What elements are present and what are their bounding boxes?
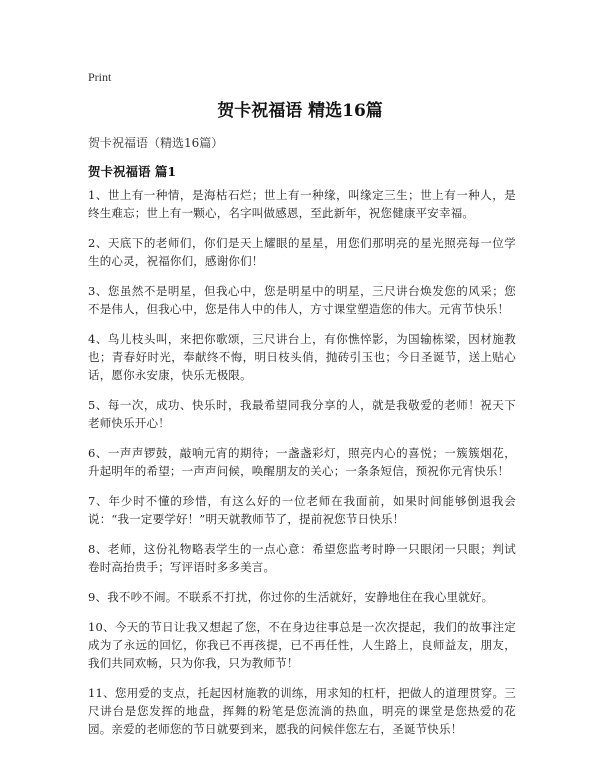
paragraph: 4、鸟儿枝头叫，来把你歌颂，三尺讲台上，有你憔悴影，为国输栋梁，因材施教也；青春好时光，奉献终不悔，明日枝头俏，抛砖引玉也；今日圣诞节，送上贴心话，愿你永安康，快乐无极限。 (88, 332, 516, 382)
paragraph: 1、世上有一种情，是海枯石烂；世上有一种缘，叫缘定三生；世上有一种人，是终生难忘；世上有一颗心，名字叫做感恩，至此新年，祝您健康平安幸福。 (88, 188, 516, 220)
page-title: 贺卡祝福语 精选16篇 (217, 101, 383, 121)
print-link[interactable]: Print (88, 70, 112, 84)
document-subtitle: 贺卡祝福语（精选16篇） (88, 136, 224, 150)
section-heading: 贺卡祝福语 篇1 (88, 164, 177, 179)
document-body (88, 186, 516, 750)
paragraph: 5、每一次，成功、快乐时，我最希望同我分享的人，就是我敬爱的老师！祝天下老师快乐开心！ (88, 398, 516, 430)
paragraph: 3、您虽然不是明星，但我心中，您是明星中的明星，三尺讲台焕发您的风采；您不是伟人，但我心中，您是伟人中的伟人，方寸课堂塑造您的伟大。元宵节快乐！ (88, 284, 516, 316)
paragraph: 7、年少时不懂的珍惜，有这么好的一位老师在我面前，如果时间能够倒退我会说：“我一定要学好！”明天就教师节了，提前祝您节日快乐！ (88, 494, 516, 526)
paragraph: 10、今天的节日让我又想起了您，不在身边往事总是一次次提起，我们的故事注定成为了永远的回忆，你我已不再孩提，已不再任性，人生路上，良师益友，朋友，我们共同欢畅，只为你我，只为教师节！ (88, 620, 516, 670)
paragraph: 8、老师，这份礼物略表学生的一点心意：希望您监考时睁一只眼闭一只眼；判试卷时高抬贵手；写评语时多多美言。 (88, 542, 516, 574)
paragraph: 9、我不吵不闹。不联系不打扰，你过你的生活就好，安静地住在我心里就好。 (88, 590, 494, 604)
paragraph: 6、一声声锣鼓，敲响元宵的期待；一盏盏彩灯，照亮内心的喜悦；一簇簇烟花，升起明年的希望；一声声问候，唤醒朋友的关心；一条条短信，预祝你元宵快乐！ (88, 446, 516, 478)
paragraph: 2、天底下的老师们，你们是天上耀眼的星星，用您们那明亮的星光照亮每一位学生的心灵，祝福你们，感谢你们！ (88, 236, 516, 268)
paragraph: 11、您用爱的支点，托起因材施教的训练，用求知的杠杆，把做人的道理贯穿。三尺讲台是您发挥的地盘，挥舞的粉笔是您流淌的热血，明亮的课堂是您热爱的花园。亲爱的老师您的节日就要到来，愿我的问候伴您左右，圣诞节快乐！ (88, 686, 516, 736)
